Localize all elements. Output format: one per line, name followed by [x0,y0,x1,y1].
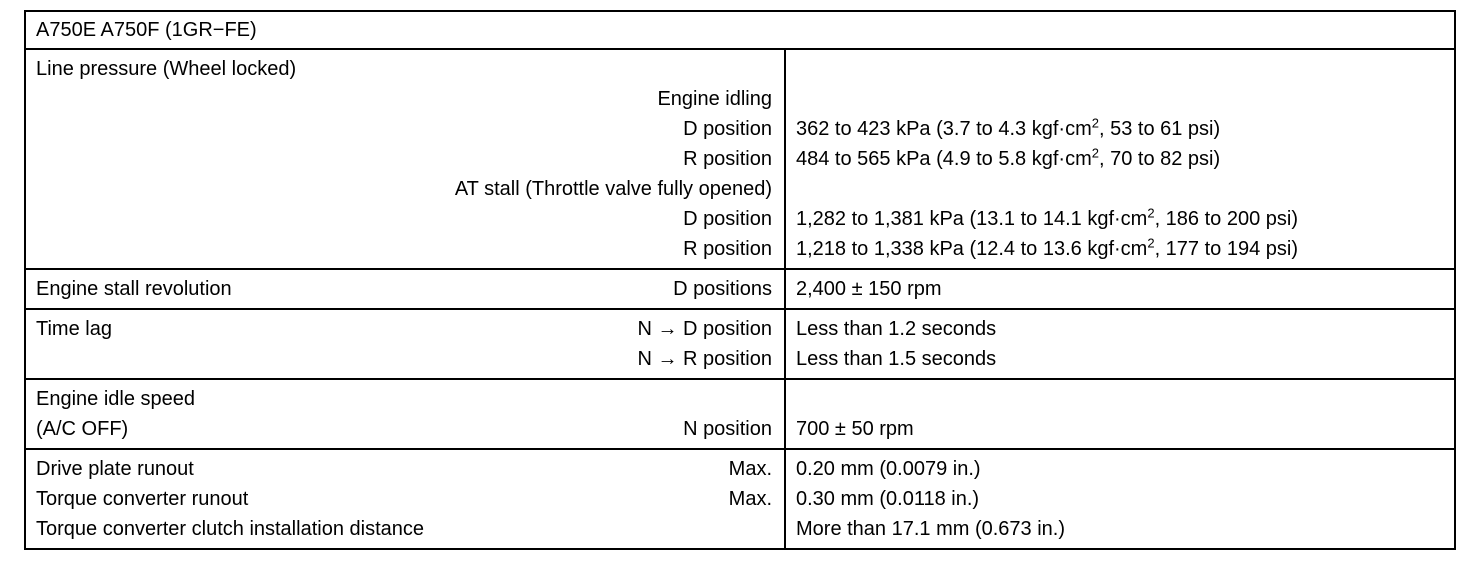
converter-runout-label: Torque converter runout [36,488,249,510]
drive-plate-condition: Max. [728,458,772,480]
idle-speed-condition: N position [683,418,772,440]
stall-revolution-value: 2,400 ± 150 rpm [796,278,942,300]
idle-speed-value: 700 ± 50 rpm [796,418,914,440]
converter-runout-condition: Max. [728,488,772,510]
converter-runout-value: 0.30 mm (0.0118 in.) [796,488,980,510]
drive-plate-label: Drive plate runout [36,458,194,480]
idle-d-position-label: D position [683,118,772,140]
stall-revolution-row [26,268,1454,308]
stall-d-value: 1,282 to 1,381 kPa (13.1 to 14.1 $kgf\cdot cm^2$, 186 to 200 psi) [796,205,1298,230]
time-lag-nd-value: Less than 1.2 seconds [796,318,997,340]
stall-d-position-label: D position [683,208,772,230]
time-lag-label: Time lag [36,318,112,340]
stall-revolution-label: Engine stall revolution [36,278,232,300]
idle-r-position-label: R position [683,148,772,170]
idle-r-value: 484 to 565 kPa (4.9 to 5.8 $kgf\cdot cm^2$, 70 to 82 psi) [796,145,1221,170]
line-pressure-heading: Line pressure (Wheel locked) [36,58,297,80]
time-lag-nr-condition: N → R position [637,348,772,370]
stall-r-position-label: R position [683,238,772,260]
idle-speed-label: Engine idle speed [36,388,196,410]
engine-idling-label: Engine idling [657,88,772,110]
time-lag-nr-value: Less than 1.5 seconds [796,348,997,370]
runout-row [26,448,1454,548]
title-row [26,12,1454,48]
idle-speed-sublabel: (A/C OFF) [36,418,129,440]
at-stall-label: AT stall (Throttle valve fully opened) [454,178,772,200]
time-lag-nd-condition: N → D position [637,318,772,340]
drive-plate-value: 0.20 mm (0.0079 in.) [796,458,981,480]
line-pressure-values [786,50,1454,268]
idle-speed-row [26,378,1454,448]
clutch-distance-label: Torque converter clutch installation distance [36,518,424,540]
clutch-distance-value: More than 17.1 mm (0.673 in.) [796,518,1066,540]
table-title: A750E A750F (1GR−FE) [36,19,257,41]
idle-d-value: 362 to 423 kPa (3.7 to 4.3 $kgf\cdot cm^2$, 53 to 61 psi) [796,115,1221,140]
time-lag-row [26,308,1454,378]
spec-table [24,10,1456,550]
stall-revolution-condition: D positions [673,278,772,300]
line-pressure-row [26,48,1454,268]
line-pressure-labels [26,50,786,268]
stall-r-value: 1,218 to 1,338 kPa (12.4 to 13.6 $kgf\cdot cm^2$, 177 to 194 psi) [796,235,1298,260]
